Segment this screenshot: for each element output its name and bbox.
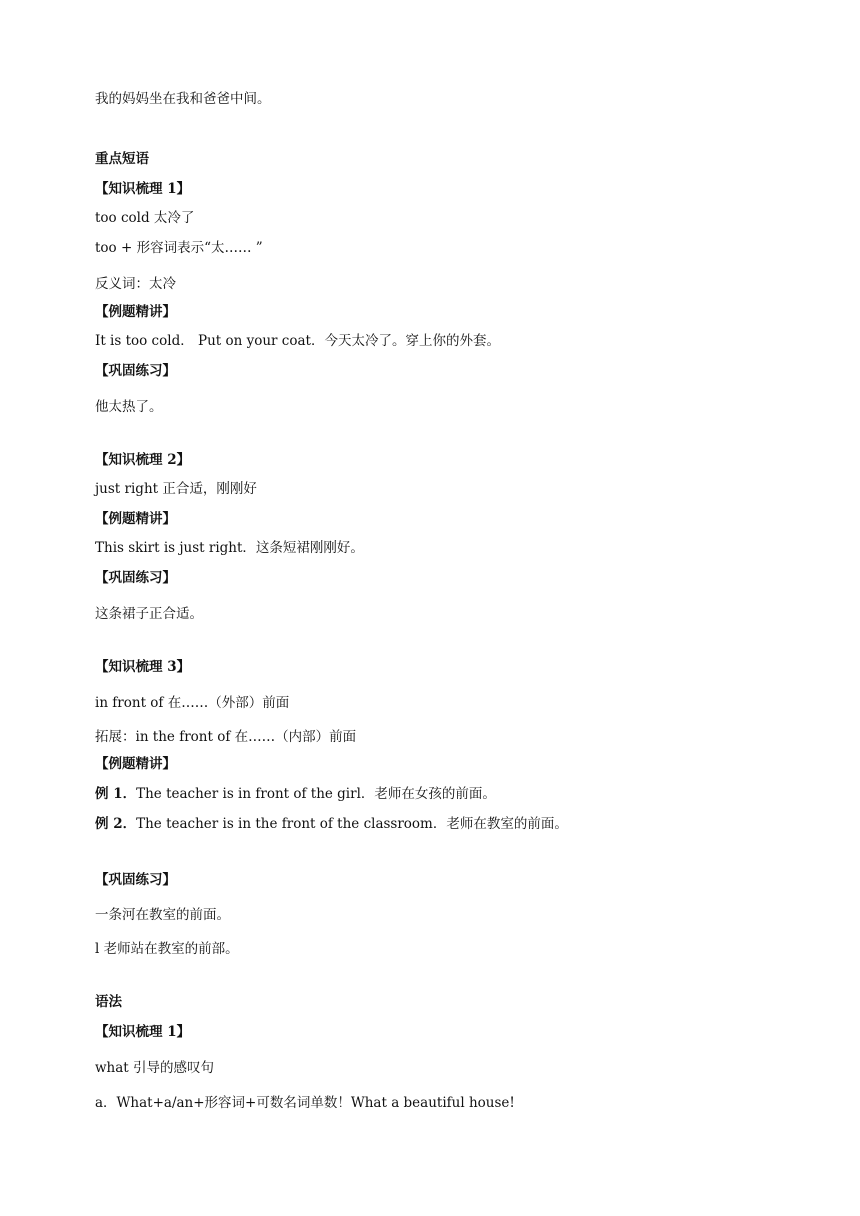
kp3-practice-heading: 【巩固练习】 — [95, 872, 176, 888]
section-heading-grammar: 语法 — [95, 994, 122, 1010]
kp3-phrase: in front of 在……（外部）前面 — [95, 695, 290, 711]
kp1-usage: too + 形容词表示“太…… ” — [95, 240, 263, 256]
kp2-practice: 这条裙子正合适。 — [95, 606, 203, 622]
kp3-heading: 【知识梳理 3】 — [95, 659, 191, 675]
kp3-practice-2: l 老师站在教室的前部。 — [95, 941, 239, 957]
kp3-practice-1: 一条河在教室的前面。 — [95, 907, 230, 923]
kp3-example-1-text: The teacher is in front of the girl．老师在女孩的前面。 — [136, 786, 496, 802]
grammar1-heading: 【知识梳理 1】 — [95, 1024, 191, 1040]
kp3-example-heading: 【例题精讲】 — [95, 756, 176, 772]
kp1-antonym: 反义词：太冷 — [95, 276, 176, 292]
kp2-heading: 【知识梳理 2】 — [95, 452, 191, 468]
kp1-example-heading: 【例题精讲】 — [95, 304, 176, 320]
kp2-example: This skirt is just right．这条短裙刚刚好。 — [95, 540, 364, 556]
kp3-example-2-text: The teacher is in the front of the classroom．老师在教室的前面。 — [136, 816, 568, 832]
kp3-example-2-label: 例 2． — [95, 816, 137, 832]
kp1-phrase: too cold 太冷了 — [95, 210, 195, 226]
kp3-example-1-label: 例 1． — [95, 786, 137, 802]
section-heading-key-phrases: 重点短语 — [95, 151, 149, 167]
kp3-extension: 拓展：in the front of 在……（内部）前面 — [95, 729, 357, 745]
grammar1-rule-a: a．What+a/an+形容词+可数名词单数！What a beautiful house! — [95, 1095, 515, 1111]
kp1-practice: 他太热了。 — [95, 399, 163, 415]
kp2-phrase: just right 正合适，刚刚好 — [95, 481, 257, 497]
kp3-example-1 — [95, 785, 496, 803]
kp1-practice-heading: 【巩固练习】 — [95, 363, 176, 379]
kp2-practice-heading: 【巩固练习】 — [95, 570, 176, 586]
kp2-example-heading: 【例题精讲】 — [95, 511, 176, 527]
kp1-example: It is too cold． Put on your coat．今天太冷了。穿上你的外套。 — [95, 333, 500, 349]
kp1-heading: 【知识梳理 1】 — [95, 181, 191, 197]
grammar1-topic: what 引导的感叹句 — [95, 1060, 215, 1076]
kp3-example-2 — [95, 815, 568, 833]
intro-sentence: 我的妈妈坐在我和爸爸中间。 — [95, 91, 271, 107]
